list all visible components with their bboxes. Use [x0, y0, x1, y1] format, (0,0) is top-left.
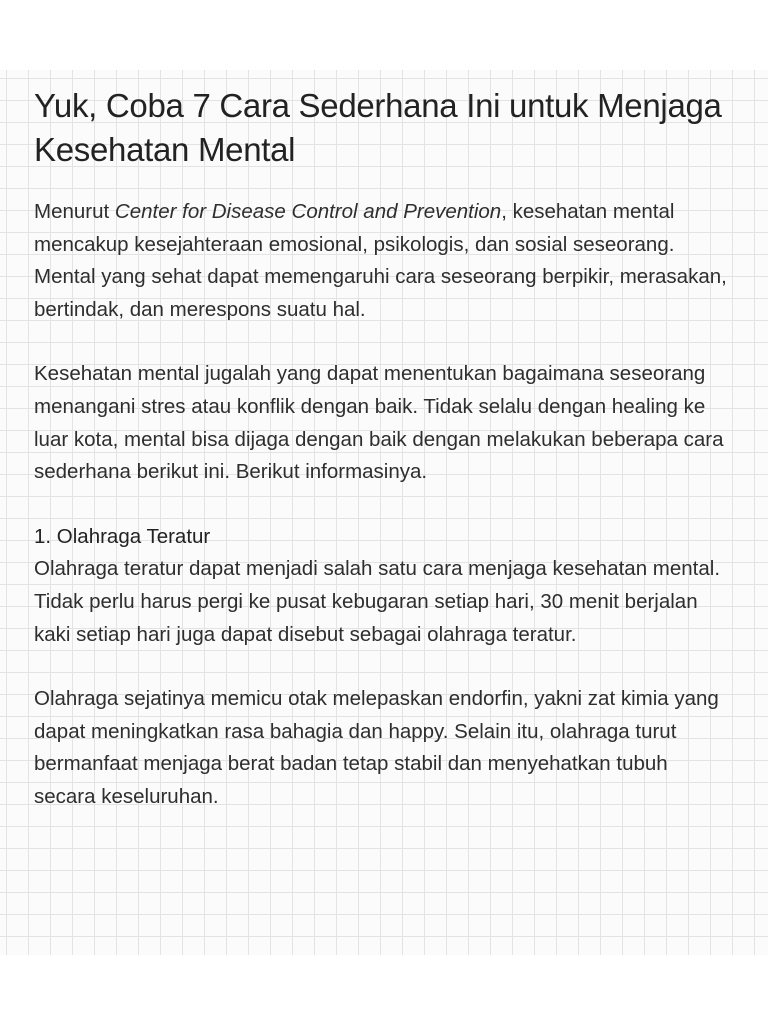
intro-prefix: Menurut — [34, 200, 115, 223]
section-heading-olahraga: 1. Olahraga Teratur — [34, 524, 211, 548]
article — [34, 84, 734, 814]
paragraph-3: Olahraga teratur dapat menjadi salah satu cara menjaga kesehatan mental. Tidak perlu harus pergi ke pusat kebugaran setiap hari, 30 menit berjalan kaki setiap hari juga dapat disebut sebagai olahraga teratur. — [34, 557, 721, 646]
intro-body: , kesehatan mental mencakup kesejahteraan emosional, psikologis, dan sosial seseorang. Mental yang sehat dapat memengaruhi cara seseorang berpikir, merasakan, bertindak, dan merespons suatu hal. — [34, 200, 727, 321]
article-title: Yuk, Coba 7 Cara Sederhana Ini untuk Menjaga Kesehatan Mental — [34, 87, 722, 168]
paragraph-2: Kesehatan mental jugalah yang dapat menentukan bagaimana seseorang menangani stres atau konflik dengan baik. Tidak selalu dengan healing ke luar kota, mental bisa dijaga dengan baik dengan melakukan beberapa cara sederhana berikut ini. Berikut informasinya. — [34, 362, 724, 484]
paragraph-intro — [34, 196, 734, 326]
source-name: Center for Disease Control and Prevention — [114, 200, 502, 223]
paragraph-4: Olahraga sejatinya memicu otak melepaskan endorfin, yakni zat kimia yang dapat meningkatkan rasa bahagia dan happy. Selain itu, olahraga turut bermanfaat menjaga berat badan tetap stabil dan menyehatkan tubuh secara keseluruhan. — [34, 687, 719, 808]
